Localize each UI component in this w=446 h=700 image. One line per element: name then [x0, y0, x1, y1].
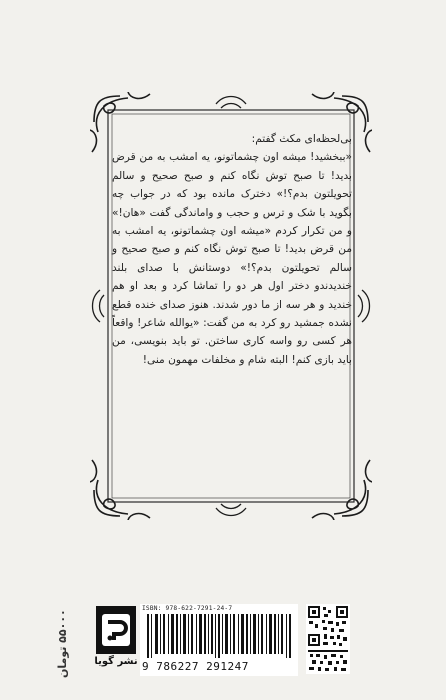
- isbn-text: ISBN: 978-622-7291-24-7: [142, 605, 233, 612]
- qr-code-icon: [306, 604, 350, 674]
- barcode-number: 9 786227 291247: [142, 660, 249, 673]
- publisher-name: نشر گویا: [94, 656, 138, 667]
- excerpt-text-block: [112, 130, 352, 369]
- publisher-logo-icon: [96, 606, 136, 654]
- price-label: ۵۵۰۰۰ تومان: [56, 609, 69, 679]
- excerpt-paragraph: «ببخشید! میشه اون چشماتونو، یه امشب به من قرض بدید! تا صبح توش نگاه کنم و صبح صحیح و سالم تحویلتون بدم؟!» دخترک مانده بود که در جواب چه بگوید با شک و ترس و حجب و واماندگی گفت «هان!» و من تکرار کردم «میشه اون چشماتونو، یه امشب به من قرض بدید! تا صبح توش نگاه کنم و صبح صحیح و سالم تحویلتون بدم؟!» دوستانش با صدای بلند خندیدندو دختر اول هر دو را تماشا کرد و بعد او هم خندید و هر سه از ما دور شدند. هنوز صدای خنده قطع نشده جمشید رو کرد به من گفت: «یوالله شاعر! واقعاً هر کسی رو واسه کاری ساختن. تو باید بنویسی، من باید بازی کنم! البته شام و مخلفات مهمون منی!: [112, 151, 352, 366]
- barcode-icon: [147, 614, 293, 658]
- excerpt-line-intro: بی‌لحظه‌ای مکث گفتم:: [251, 133, 352, 145]
